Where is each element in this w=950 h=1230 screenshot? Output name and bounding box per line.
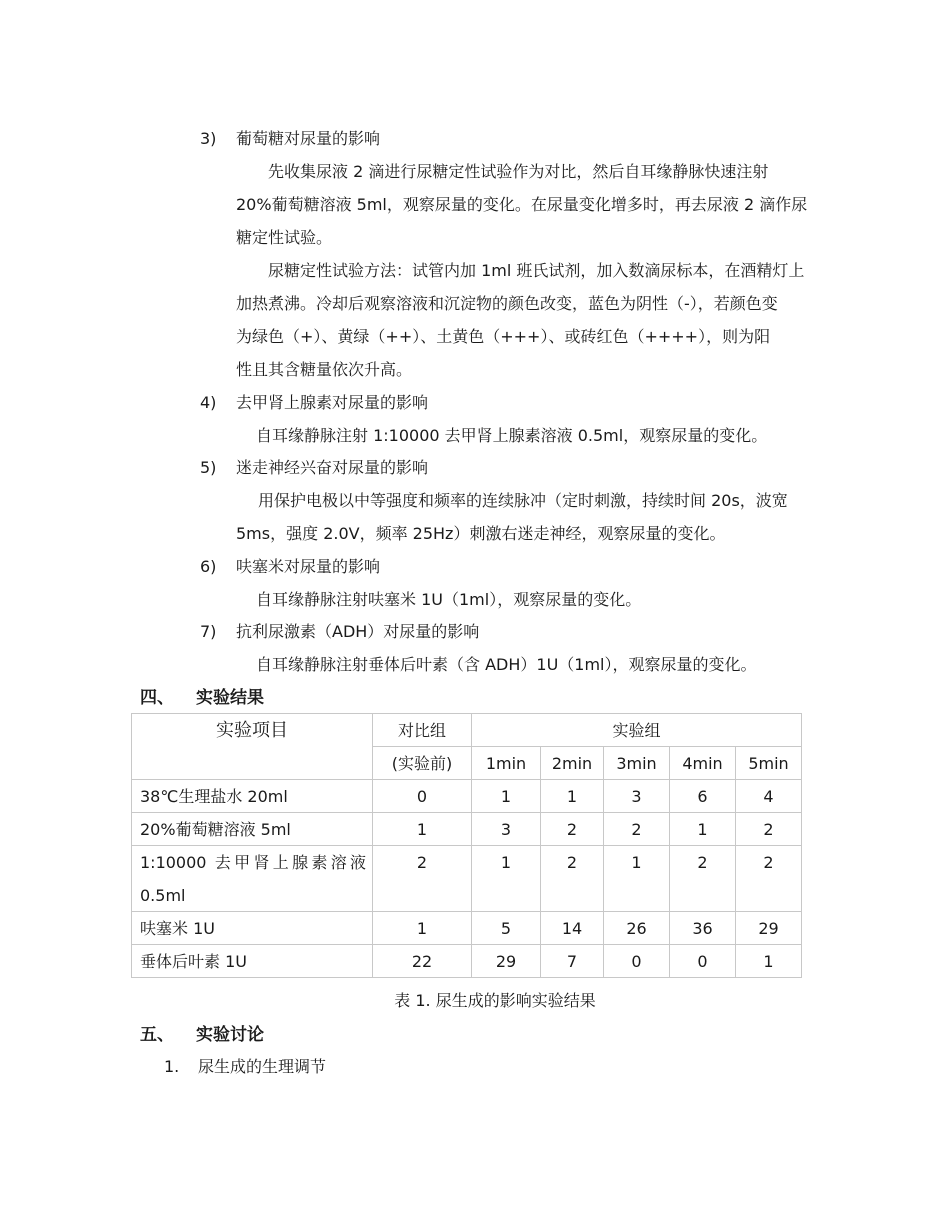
item-number: 6) — [200, 557, 217, 576]
cell-value: 2 — [541, 813, 604, 846]
item-number: 1. — [164, 1057, 180, 1076]
item-title: 迷走神经兴奋对尿量的影响 — [236, 458, 429, 477]
section-heading: 实验讨论 — [196, 1025, 264, 1045]
paragraph-line: 加热煮沸。冷却后观察溶液和沉淀物的颜色改变，蓝色为阴性（-），若颜色变 — [236, 294, 778, 313]
paragraph-line: 20%葡萄糖溶液 5ml，观察尿量的变化。在尿量变化增多时，再去尿液 2 滴作尿 — [236, 195, 808, 214]
paragraph-line: 自耳缘静脉注射呋塞米 1U（1ml），观察尿量的变化。 — [256, 590, 642, 609]
cell-control: 22 — [373, 945, 472, 978]
cell-control: 1 — [373, 912, 472, 945]
table-caption: 表 1. 尿生成的影响实验结果 — [394, 991, 596, 1010]
item-title: 抗利尿激素（ADH）对尿量的影响 — [236, 622, 480, 641]
cell-value: 1 — [541, 780, 604, 813]
header-time: 2min — [541, 747, 604, 780]
paragraph-line: 自耳缘静脉注射垂体后叶素（含 ADH）1U（1ml），观察尿量的变化。 — [256, 655, 757, 674]
cell-value: 5 — [472, 912, 541, 945]
item-number: 7) — [200, 622, 217, 641]
header-time: 4min — [670, 747, 736, 780]
paragraph-line: 5ms，强度 2.0V，频率 25Hz）刺激右迷走神经，观察尿量的变化。 — [236, 524, 726, 543]
cell-control: 1 — [373, 813, 472, 846]
cell-value: 3 — [472, 813, 541, 846]
cell-value: 1 — [736, 945, 802, 978]
cell-value: 29 — [472, 945, 541, 978]
table-row — [132, 813, 802, 846]
cell-value: 1 — [670, 813, 736, 846]
cell-value: 0 — [670, 945, 736, 978]
item-number: 3) — [200, 129, 217, 148]
header-control: 对比组 — [373, 714, 472, 747]
header-control-sub: (实验前) — [373, 747, 472, 780]
cell-value: 1 — [604, 846, 670, 912]
cell-value: 1 — [472, 780, 541, 813]
item-title: 葡萄糖对尿量的影响 — [236, 129, 381, 148]
cell-value: 14 — [541, 912, 604, 945]
cell-control: 2 — [373, 846, 472, 912]
cell-value: 2 — [541, 846, 604, 912]
cell-value: 3 — [604, 780, 670, 813]
row-label — [132, 846, 373, 912]
section-heading: 实验结果 — [196, 688, 264, 708]
table-header-row — [132, 714, 802, 747]
cell-value: 4 — [736, 780, 802, 813]
paragraph-line: 用保护电极以中等强度和频率的连续脉冲（定时刺激，持续时间 20s，波宽 — [258, 491, 788, 510]
item-title: 去甲肾上腺素对尿量的影响 — [236, 393, 429, 412]
table-row — [132, 945, 802, 978]
cell-value: 29 — [736, 912, 802, 945]
table-row — [132, 780, 802, 813]
cell-control: 0 — [373, 780, 472, 813]
row-label-line: 1:10000 去甲肾上腺素溶液 — [140, 853, 366, 872]
header-time: 1min — [472, 747, 541, 780]
paragraph-line: 先收集尿液 2 滴进行尿糖定性试验作为对比，然后自耳缘静脉快速注射 — [268, 162, 769, 181]
row-label: 20%葡萄糖溶液 5ml — [132, 813, 373, 846]
results-table — [131, 713, 802, 978]
section-number: 五、 — [140, 1025, 174, 1045]
paragraph-line: 为绿色（+）、黄绿（++）、土黄色（+++）、或砖红色（++++），则为阳 — [236, 327, 771, 346]
cell-value: 2 — [736, 813, 802, 846]
header-time: 5min — [736, 747, 802, 780]
row-label: 38℃生理盐水 20ml — [132, 780, 373, 813]
table-row — [132, 846, 802, 912]
cell-value: 0 — [604, 945, 670, 978]
cell-value: 2 — [670, 846, 736, 912]
header-item: 实验项目 — [132, 714, 373, 780]
item-title: 呋塞米对尿量的影响 — [236, 557, 381, 576]
table-row — [132, 912, 802, 945]
row-label: 垂体后叶素 1U — [132, 945, 373, 978]
cell-value: 6 — [670, 780, 736, 813]
item-number: 4) — [200, 393, 217, 412]
paragraph-line: 自耳缘静脉注射 1:10000 去甲肾上腺素溶液 0.5ml，观察尿量的变化。 — [256, 426, 768, 445]
cell-value: 36 — [670, 912, 736, 945]
cell-value: 1 — [472, 846, 541, 912]
row-label: 呋塞米 1U — [132, 912, 373, 945]
item-number: 5) — [200, 458, 217, 477]
paragraph-line: 糖定性试验。 — [236, 228, 333, 247]
cell-value: 2 — [604, 813, 670, 846]
section-number: 四、 — [140, 688, 174, 708]
item-title: 尿生成的生理调节 — [198, 1057, 327, 1076]
paragraph-line: 性且其含糖量依次升高。 — [236, 360, 413, 379]
header-experiment: 实验组 — [472, 714, 802, 747]
paragraph-line: 尿糖定性试验方法：试管内加 1ml 班氏试剂，加入数滴尿标本，在酒精灯上 — [268, 261, 805, 280]
row-label-line: 0.5ml — [140, 886, 186, 905]
header-time: 3min — [604, 747, 670, 780]
cell-value: 7 — [541, 945, 604, 978]
cell-value: 2 — [736, 846, 802, 912]
cell-value: 26 — [604, 912, 670, 945]
